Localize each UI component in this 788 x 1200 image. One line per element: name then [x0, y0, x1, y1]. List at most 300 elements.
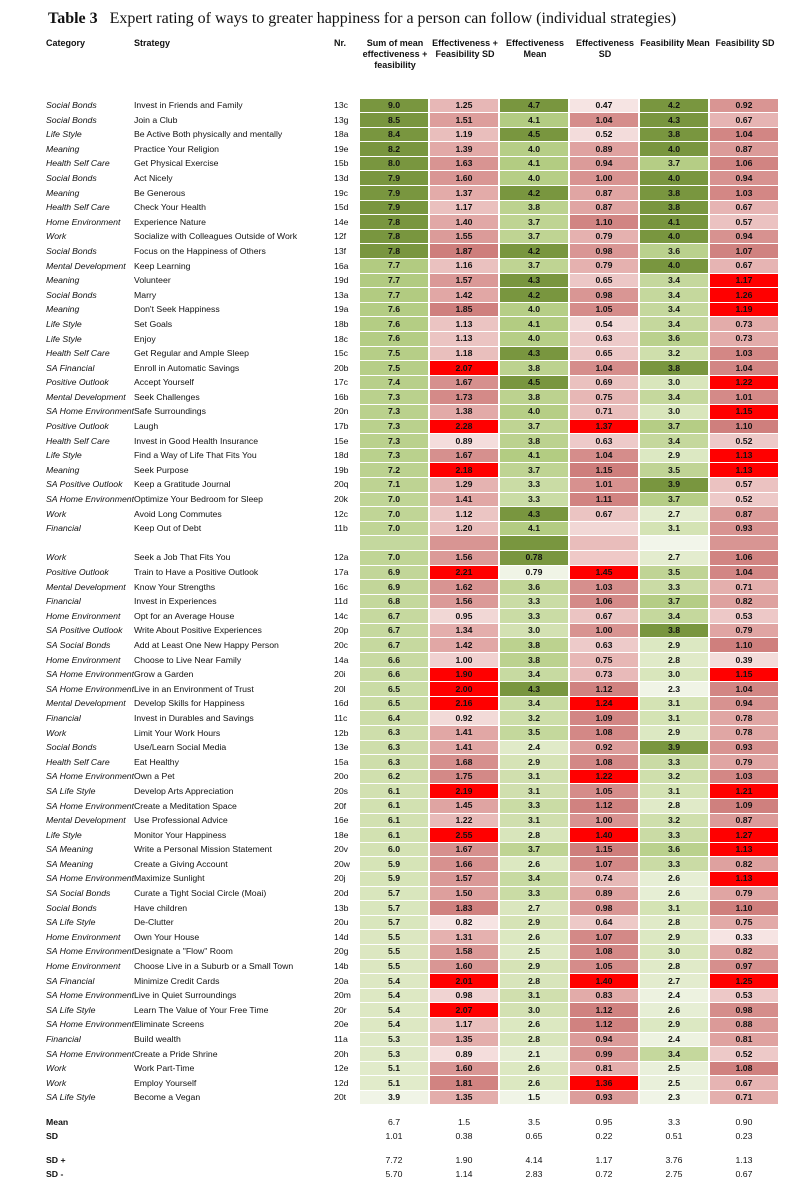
value-cell: 1.03 [710, 186, 778, 200]
value-cell: 0.79 [710, 755, 778, 769]
strategy-cell: Use Professional Advice [134, 815, 228, 826]
table-row [46, 215, 780, 230]
value-cell: 3.4 [500, 872, 568, 886]
value-cell: 1.41 [430, 493, 498, 507]
table-row [46, 1061, 780, 1076]
col-header-eff-feas-sd: Effectiveness + Feasibility SD [432, 38, 498, 59]
value-cell: 0.73 [710, 317, 778, 331]
nr-cell: 20f [334, 800, 347, 811]
strategy-cell: Experience Nature [134, 216, 206, 227]
category-cell: SA Meaning [46, 858, 94, 869]
category-cell: SA Home Environment [46, 406, 134, 417]
footer-value-cell: 2.75 [665, 1168, 683, 1179]
nr-cell: 19e [334, 143, 349, 154]
table-row [46, 1017, 780, 1032]
table-row [46, 200, 780, 215]
value-cell: 3.8 [640, 128, 708, 142]
value-cell: 2.6 [640, 1003, 708, 1017]
value-cell: 1.06 [710, 551, 778, 565]
value-cell: 3.2 [640, 347, 708, 361]
value-cell: 4.1 [500, 157, 568, 171]
value-cell: 3.3 [640, 755, 708, 769]
value-cell: 7.0 [360, 551, 428, 565]
col-header-category: Category [46, 38, 86, 48]
value-cell: 2.6 [500, 1062, 568, 1076]
value-cell: 5.4 [360, 1003, 428, 1017]
table-row [46, 653, 780, 668]
nr-cell: 13g [334, 114, 349, 125]
footer-value-cell: 1.17 [595, 1154, 613, 1165]
category-cell: Social Bonds [46, 100, 97, 110]
value-cell: 1.12 [570, 1003, 638, 1017]
strategy-cell: Keep Out of Debt [134, 523, 202, 534]
value-cell: 3.9 [640, 741, 708, 755]
value-cell: 2.3 [640, 682, 708, 696]
value-cell: 4.0 [640, 259, 708, 273]
value-cell: 6.7 [360, 624, 428, 638]
value-cell: 0.98 [570, 288, 638, 302]
nr-cell: 16b [334, 391, 349, 402]
strategy-cell: Become a Vegan [134, 1092, 201, 1103]
category-cell: Meaning [46, 143, 80, 154]
value-cell: 2.9 [640, 726, 708, 740]
table-row [46, 769, 780, 784]
col-header-feas-mean: Feasibility Mean [640, 38, 710, 48]
category-cell: SA Home Environment [46, 946, 134, 957]
value-cell: 1.60 [430, 1062, 498, 1076]
nr-cell: 11d [334, 596, 348, 607]
value-cell: 1.15 [570, 463, 638, 477]
value-cell: 2.16 [430, 697, 498, 711]
value-cell: 3.6 [640, 244, 708, 258]
value-cell: 7.3 [360, 449, 428, 463]
nr-cell: 16d [334, 698, 349, 709]
value-cell: 1.31 [430, 930, 498, 944]
value-cell: 1.10 [710, 901, 778, 915]
value-cell: 7.8 [360, 244, 428, 258]
strategy-cell: Seek Challenges [134, 391, 200, 402]
value-cell: 3.4 [640, 390, 708, 404]
value-cell: 7.3 [360, 420, 428, 434]
category-cell: SA Home Environment [46, 800, 134, 811]
nr-cell: 20o [334, 771, 349, 782]
table-row [46, 273, 780, 288]
value-cell: 5.7 [360, 887, 428, 901]
value-cell: 0.92 [570, 741, 638, 755]
value-cell: 3.4 [640, 609, 708, 623]
value-cell: 1.00 [570, 814, 638, 828]
value-cell: 0.87 [570, 186, 638, 200]
value-cell: 0.69 [570, 376, 638, 390]
category-cell: SA Life Style [46, 785, 96, 796]
value-cell: 3.8 [500, 390, 568, 404]
table-row [46, 1003, 780, 1018]
nr-cell: 20p [334, 625, 349, 636]
value-cell: 1.17 [710, 274, 778, 288]
value-cell: 2.6 [500, 1076, 568, 1090]
value-cell: 1.38 [430, 405, 498, 419]
value-cell: 0.89 [430, 434, 498, 448]
value-cell: 7.8 [360, 215, 428, 229]
value-cell: 4.2 [640, 99, 708, 113]
value-cell: 0.94 [710, 230, 778, 244]
value-cell: 0.75 [710, 916, 778, 930]
value-cell: 1.62 [430, 580, 498, 594]
strategy-cell: Develop Skills for Happiness [134, 698, 245, 709]
nr-cell: 20v [334, 844, 349, 855]
value-cell: 6.7 [360, 609, 428, 623]
strategy-cell: Know Your Strengths [134, 581, 216, 592]
strategy-cell: Seek a Job That Fits You [134, 552, 231, 563]
value-cell: 4.0 [500, 303, 568, 317]
table-row [46, 98, 780, 113]
value-cell: 0.81 [570, 1062, 638, 1076]
table-row [46, 244, 780, 259]
table-row [46, 142, 780, 157]
value-cell: 2.5 [500, 945, 568, 959]
value-cell: 1.63 [430, 157, 498, 171]
value-cell: 2.7 [640, 507, 708, 521]
category-cell: Health Self Care [46, 202, 110, 213]
nr-cell: 14b [334, 961, 349, 972]
value-cell: 3.4 [640, 274, 708, 288]
table-row [46, 332, 780, 347]
value-cell: 1.00 [570, 171, 638, 185]
nr-cell: 12b [334, 727, 349, 738]
value-cell: 0.67 [570, 507, 638, 521]
nr-cell: 20w [334, 858, 350, 869]
value-cell: 7.2 [360, 463, 428, 477]
nr-cell: 19a [334, 304, 349, 315]
table-row [46, 113, 780, 128]
value-cell: 1.42 [430, 288, 498, 302]
table-row [46, 434, 780, 449]
value-cell: 1.67 [430, 843, 498, 857]
value-cell: 1.83 [430, 901, 498, 915]
value-cell: 2.9 [640, 638, 708, 652]
value-cell: 4.1 [640, 215, 708, 229]
footer-value-cell: 1.01 [385, 1130, 403, 1141]
value-cell: 7.3 [360, 390, 428, 404]
value-cell: 4.5 [500, 128, 568, 142]
table-row [46, 550, 780, 565]
nr-cell: 20d [334, 888, 349, 899]
value-cell: 4.0 [640, 230, 708, 244]
strategy-cell: Build wealth [134, 1034, 181, 1044]
value-cell: 2.8 [640, 799, 708, 813]
value-cell: 4.7 [500, 99, 568, 113]
strategy-cell: Train to Have a Positive Outlook [134, 567, 259, 577]
value-cell [640, 536, 708, 550]
value-cell: 3.1 [500, 770, 568, 784]
value-cell: 0.87 [710, 142, 778, 156]
strategy-cell: Volunteer [134, 275, 171, 286]
strategy-cell: Optimize Your Bedroom for Sleep [134, 494, 263, 505]
footer-value-cell: 4.14 [525, 1154, 543, 1165]
category-cell: Health Self Care [46, 435, 110, 446]
strategy-cell: Act Nicely [134, 172, 173, 183]
value-cell: 3.0 [640, 668, 708, 682]
value-cell: 2.3 [640, 1091, 708, 1105]
value-cell: 0.89 [570, 887, 638, 901]
value-cell: 0.75 [570, 390, 638, 404]
value-cell: 2.28 [430, 420, 498, 434]
col-header-feas-sd: Feasibility SD [715, 38, 775, 48]
table-row [46, 404, 780, 419]
strategy-cell: Invest in Friends and Family [134, 100, 243, 110]
table-row [46, 492, 780, 507]
strategy-cell: Avoid Long Commutes [134, 508, 222, 519]
value-cell: 2.6 [500, 1018, 568, 1032]
category-cell: Home Environment [46, 216, 121, 227]
category-cell: SA Home Environment [46, 771, 134, 782]
category-cell: Health Self Care [46, 158, 110, 169]
value-cell: 3.7 [500, 259, 568, 273]
nr-cell [334, 1153, 360, 1167]
value-cell: 1.17 [430, 201, 498, 215]
footer-value-cell: 1.90 [455, 1154, 473, 1165]
value-cell: 0.78 [710, 711, 778, 725]
value-cell: 1.55 [430, 230, 498, 244]
value-cell: 3.8 [640, 201, 708, 215]
value-cell: 6.3 [360, 741, 428, 755]
value-cell: 2.8 [640, 960, 708, 974]
value-cell: 0.67 [710, 259, 778, 273]
table-row [46, 828, 780, 843]
table-row [46, 477, 780, 492]
value-cell: 1.07 [710, 244, 778, 258]
value-cell: 3.8 [640, 186, 708, 200]
category-cell: Social Bonds [46, 289, 97, 300]
value-cell: 2.6 [640, 887, 708, 901]
value-cell: 3.4 [640, 303, 708, 317]
table-body [46, 98, 780, 1105]
value-cell: 3.0 [500, 624, 568, 638]
category-cell: SA Home Environment [46, 1019, 134, 1030]
value-cell: 1.04 [570, 113, 638, 127]
value-cell: 7.5 [360, 347, 428, 361]
strategy-cell: Keep Learning [134, 260, 191, 271]
value-cell: 1.19 [430, 128, 498, 142]
category-cell: Work [46, 231, 67, 242]
nr-cell: 14e [334, 216, 349, 227]
value-cell: 2.19 [430, 784, 498, 798]
category-cell: Social Bonds [46, 245, 97, 256]
value-cell: 4.1 [500, 522, 568, 536]
value-cell: 2.5 [640, 1062, 708, 1076]
value-cell [360, 536, 428, 550]
table-row [46, 317, 780, 332]
category-cell: Health Self Care [46, 756, 110, 767]
strategy-cell: Invest in Good Health Insurance [134, 435, 259, 446]
nr-cell: 16a [334, 260, 349, 271]
nr-cell: 20n [334, 406, 349, 417]
footer-row [46, 1129, 780, 1143]
value-cell: 0.94 [570, 157, 638, 171]
value-cell: 1.01 [570, 478, 638, 492]
table-row [46, 682, 780, 697]
category-cell: Mental Development [46, 698, 126, 709]
value-cell: 0.94 [710, 171, 778, 185]
nr-cell: 18e [334, 829, 349, 840]
value-cell: 1.13 [710, 843, 778, 857]
nr-cell: 19d [334, 275, 349, 286]
value-cell: 2.7 [500, 901, 568, 915]
value-cell: 3.1 [500, 989, 568, 1003]
strategy-cell: Get Physical Exercise [134, 158, 219, 169]
value-cell: 1.41 [430, 726, 498, 740]
value-cell: 3.4 [640, 317, 708, 331]
value-cell: 1.08 [710, 1062, 778, 1076]
value-cell: 1.68 [430, 755, 498, 769]
value-cell: 3.3 [500, 478, 568, 492]
table-row [46, 915, 780, 930]
value-cell: 7.0 [360, 493, 428, 507]
value-cell: 2.07 [430, 361, 498, 375]
nr-cell: 20i [334, 669, 346, 680]
value-cell: 1.41 [430, 741, 498, 755]
nr-cell: 11b [334, 523, 348, 534]
strategy-cell: Laugh [134, 421, 159, 432]
nr-cell: 20c [334, 639, 349, 650]
value-cell: 0.63 [570, 332, 638, 346]
nr-cell: 12e [334, 1063, 349, 1074]
value-cell: 3.2 [640, 770, 708, 784]
value-cell: 7.6 [360, 303, 428, 317]
nr-cell: 13f [334, 245, 347, 256]
table-row [46, 171, 780, 186]
value-cell: 1.25 [710, 974, 778, 988]
strategy-cell: Invest in Durables and Savings [134, 712, 254, 723]
strategy-cell: Choose to Live Near Family [134, 654, 242, 665]
nr-cell: 20q [334, 479, 349, 490]
value-cell: 3.7 [500, 230, 568, 244]
footer-value-cell: 3.5 [527, 1116, 541, 1127]
table-row [46, 959, 780, 974]
value-cell: 1.13 [710, 872, 778, 886]
table-row [46, 594, 780, 609]
col-header-strategy: Strategy [134, 38, 171, 48]
value-cell: 0.79 [570, 259, 638, 273]
strategy-cell: Write About Positive Experiences [134, 625, 262, 636]
value-cell: 2.6 [500, 857, 568, 871]
category-cell: Work [46, 1063, 67, 1074]
value-cell: 0.82 [710, 595, 778, 609]
nr-cell: 20t [334, 1092, 347, 1103]
value-cell: 0.98 [570, 901, 638, 915]
table-row [46, 375, 780, 390]
table-row [46, 463, 780, 478]
footer-value-cell: 0.51 [665, 1130, 683, 1141]
value-cell: 1.05 [570, 303, 638, 317]
strategy-cell: Create a Meditation Space [134, 800, 237, 811]
nr-cell: 12d [334, 1077, 349, 1088]
table-row [46, 1076, 780, 1091]
value-cell: 0.98 [570, 244, 638, 258]
value-cell: 1.12 [570, 682, 638, 696]
table-row [46, 186, 780, 201]
value-cell: 2.8 [500, 828, 568, 842]
value-cell: 2.8 [640, 916, 708, 930]
value-cell: 0.87 [710, 814, 778, 828]
nr-cell: 20h [334, 1048, 349, 1059]
value-cell: 1.07 [570, 930, 638, 944]
value-cell: 1.37 [570, 420, 638, 434]
value-cell: 0.87 [710, 507, 778, 521]
value-cell: 1.21 [710, 784, 778, 798]
footer-value-cell: 3.76 [665, 1154, 683, 1165]
value-cell: 0.99 [570, 1047, 638, 1061]
strategy-cell: Be Generous [134, 187, 186, 198]
table-row [46, 857, 780, 872]
strategy-cell: Create a Pride Shrine [134, 1048, 218, 1059]
value-cell: 3.1 [500, 814, 568, 828]
value-cell: 4.3 [500, 507, 568, 521]
strategy-cell: Find a Way of Life That Fits You [134, 450, 257, 461]
value-cell: 1.03 [710, 770, 778, 784]
strategy-cell: Live in an Environment of Trust [134, 683, 254, 694]
nr-cell: 19b [334, 464, 349, 475]
value-cell: 1.60 [430, 960, 498, 974]
value-cell: 3.8 [500, 638, 568, 652]
value-cell: 0.75 [570, 653, 638, 667]
value-cell [570, 536, 638, 550]
footer-value-cell: 0.65 [525, 1130, 543, 1141]
value-cell: 3.1 [500, 784, 568, 798]
value-cell: 2.5 [640, 1076, 708, 1090]
value-cell: 1.36 [570, 1076, 638, 1090]
category-cell: Mental Development [46, 391, 126, 402]
value-cell: 9.0 [360, 99, 428, 113]
table-row [46, 638, 780, 653]
value-cell: 6.9 [360, 566, 428, 580]
strategy-cell: Designate a "Flow" Room [134, 946, 233, 957]
table-row [46, 229, 780, 244]
table-row [46, 521, 780, 536]
footer-value-cell: 1.13 [735, 1154, 753, 1165]
table-row [46, 390, 780, 405]
value-cell: 2.1 [500, 1047, 568, 1061]
value-cell: 5.1 [360, 1076, 428, 1090]
value-cell: 1.73 [430, 390, 498, 404]
value-cell: 6.8 [360, 595, 428, 609]
value-cell: 4.0 [640, 171, 708, 185]
strategy-cell: Minimize Credit Cards [134, 975, 220, 986]
nr-cell: 20u [334, 917, 349, 928]
value-cell: 7.7 [360, 288, 428, 302]
value-cell: 1.26 [710, 288, 778, 302]
category-cell: Financial [46, 712, 81, 723]
value-cell: 7.0 [360, 522, 428, 536]
value-cell: 3.8 [640, 361, 708, 375]
value-cell: 2.7 [640, 551, 708, 565]
value-cell: 2.4 [500, 741, 568, 755]
nr-cell: 12c [334, 508, 349, 519]
value-cell: 3.4 [640, 1047, 708, 1061]
value-cell: 0.71 [710, 580, 778, 594]
footer-value-cell: 0.22 [595, 1130, 613, 1141]
value-cell: 0.94 [710, 697, 778, 711]
strategy-cell: De-Clutter [134, 917, 174, 928]
value-cell: 4.3 [640, 113, 708, 127]
value-cell: 1.05 [570, 960, 638, 974]
category-cell: Home Environment [46, 654, 121, 665]
value-cell: 1.57 [430, 872, 498, 886]
table-row [46, 580, 780, 595]
strategy-cell: Use/Learn Social Media [134, 742, 227, 753]
value-cell: 1.05 [570, 784, 638, 798]
value-cell: 6.0 [360, 843, 428, 857]
